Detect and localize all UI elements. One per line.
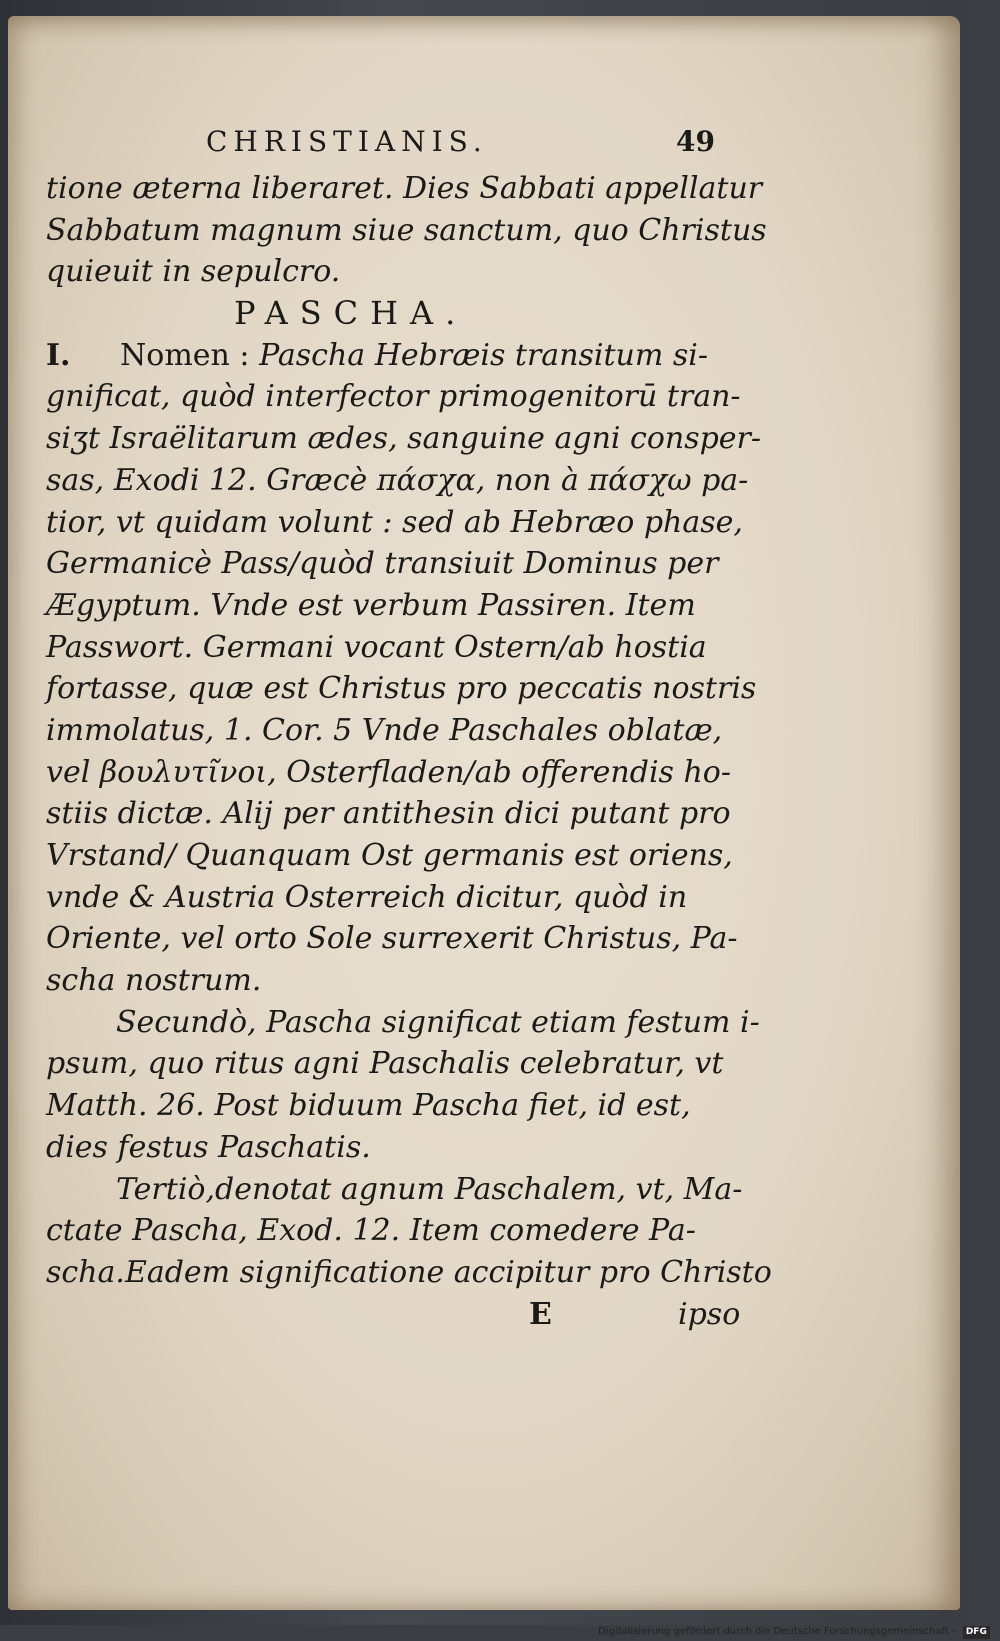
text-line: immolatus, 1. Cor. 5 Vnde Paschales oblatæ, bbox=[46, 712, 723, 748]
text-line: Tertiò,denotat agnum Paschalem, vt, Ma- bbox=[116, 1171, 743, 1207]
text-line: scha.Eadem significatione accipitur pro Christo bbox=[46, 1254, 772, 1290]
text-line: siʒt Israëlitarum ædes, sanguine agni consper- bbox=[46, 421, 762, 457]
text-line: Secundò, Pascha significat etiam festum i- bbox=[116, 1004, 760, 1040]
text-line: Germanicè Pass/quòd transiuit Dominus per bbox=[46, 546, 719, 582]
footer-text: Digitalisierung gefördert durch die Deutsche Forschungsgemeinschaft - bbox=[598, 1626, 956, 1637]
running-head-title: CHRISTIANIS. bbox=[206, 125, 488, 158]
page-text bbox=[46, 116, 772, 1335]
text-line: dies festus Paschatis. bbox=[46, 1129, 371, 1165]
digitization-footer bbox=[598, 1622, 1000, 1641]
text-line: Ægyptum. Vnde est verbum Passiren. Item bbox=[46, 587, 696, 623]
text-line: scha nostrum. bbox=[46, 963, 262, 999]
page-number: 49 bbox=[676, 125, 715, 158]
catch-line bbox=[46, 1294, 741, 1336]
item-number: I. bbox=[46, 337, 71, 373]
text-line: psum, quo ritus agni Paschalis celebratur, vt bbox=[46, 1046, 724, 1082]
text-line: fortasse, quæ est Christus pro peccatis nostris bbox=[46, 671, 757, 707]
text-line: quieuit in sepulcro. bbox=[46, 254, 341, 290]
text-line: tior, vt quidam volunt : sed ab Hebræo phase, bbox=[46, 504, 743, 540]
text-line: Matth. 26. Post biduum Pascha fiet, id est, bbox=[46, 1088, 691, 1124]
catchword: ipso bbox=[678, 1296, 741, 1332]
item-lead: Nomen : bbox=[120, 337, 250, 373]
text-line: ctate Pascha, Exod. 12. Item comedere Pa- bbox=[46, 1213, 696, 1249]
running-head bbox=[46, 116, 736, 168]
text-line: Sabbatum magnum siue sanctum, quo Christus bbox=[46, 212, 767, 248]
dfg-logo: DFG bbox=[963, 1626, 990, 1639]
text-line: sas, Exodi 12. Græcè πάσχα, non à πάσχω pa- bbox=[46, 462, 749, 498]
signature-mark: E bbox=[529, 1296, 552, 1332]
text-line: Oriente, vel orto Sole surrexerit Christus, Pa- bbox=[46, 921, 738, 957]
section-title: PASCHA. bbox=[234, 294, 468, 333]
text-line: gnificat, quòd interfector primogenitorū tran- bbox=[46, 379, 741, 415]
book-page bbox=[8, 16, 960, 1610]
text-line: stiis dictæ. Alij per antithesin dici putant pro bbox=[46, 796, 731, 832]
text-line: Passwort. Germani vocant Ostern/ab hostia bbox=[46, 629, 707, 665]
text-line: tione æterna liberaret. Dies Sabbati appellatur bbox=[46, 171, 763, 206]
text-line: Vrstand/ Quanquam Ost germanis est oriens, bbox=[46, 838, 733, 873]
item-first-text: Pascha Hebræis transitum si- bbox=[259, 337, 708, 373]
text-line: vnde & Austria Osterreich dicitur, quòd in bbox=[46, 879, 688, 915]
item-first-line bbox=[46, 335, 736, 377]
text-line: vel βουλυτῖνοι, Osterfladen/ab offerendis ho- bbox=[46, 754, 732, 790]
